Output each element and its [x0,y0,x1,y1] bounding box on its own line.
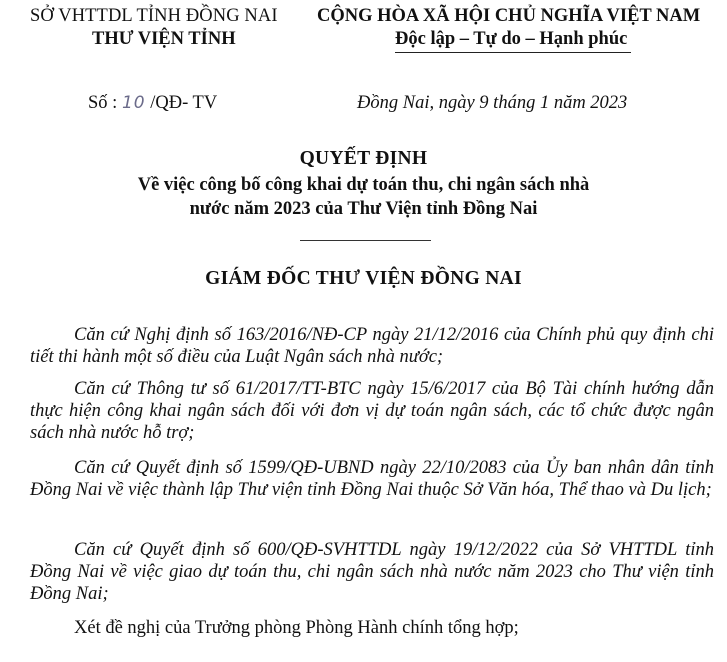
issuing-authority: GIÁM ĐỐC THƯ VIỆN ĐỒNG NAI [205,268,522,289]
number-suffix: /QĐ- TV [150,93,218,113]
number-value: 10 [121,93,146,113]
agency-unit: THƯ VIỆN TỈNH [92,29,236,49]
proposal-line: Xét đề nghị của Trưởng phòng Phòng Hành chính tổng hợp; [74,618,519,638]
legal-ground-1: Căn cứ Nghị định số 163/2016/NĐ-CP ngày 21/12/2016 của Chính phủ quy định chi tiết thi hành một số điều của Luật Ngân sách nhà nước; [30,325,714,367]
title-divider [300,240,431,241]
decision-subject-line-1: Về việc công bố công khai dự toán thu, chi ngân sách nhà [137,175,590,195]
number-prefix: Số : [88,93,118,113]
national-title: CỘNG HÒA XÃ HỘI CHỦ NGHĨA VIỆT NAM [317,6,701,26]
legal-ground-3: Căn cứ Quyết định số 1599/QĐ-UBND ngày 22/10/2083 của Ủy ban nhân dân tỉnh Đồng Nai về việc thành lập Thư viện tỉnh Đồng Nai thuộc Sở Văn hóa, Thể thao và Du lịch; [30,458,714,500]
document-number [88,93,217,114]
decision-subject-line-2: nước năm 2023 của Thư Viện tỉnh Đồng Nai [189,199,538,219]
national-motto: Độc lập – Tự do – Hạnh phúc [395,29,628,49]
document-date: Đồng Nai, ngày 9 tháng 1 năm 2023 [357,93,628,113]
motto-underline [395,52,631,53]
decision-title: QUYẾT ĐỊNH [299,148,428,169]
legal-ground-4: Căn cứ Quyết định số 600/QĐ-SVHTTDL ngày 19/12/2022 của Sở VHTTDL tỉnh Đồng Nai về việc giao dự toán thu, chi ngân sách nhà nước năm 2023 cho Thư viện tỉnh Đồng Nai; [30,540,714,604]
legal-ground-2: Căn cứ Thông tư số 61/2017/TT-BTC ngày 15/6/2017 của Bộ Tài chính hướng dẫn thực hiện công khai ngân sách đối với đơn vị dự toán ngân sách, các tổ chức được ngân sách nhà nước hỗ trợ; [30,379,714,443]
agency-name: SỞ VHTTDL TỈNH ĐỒNG NAI [30,6,278,26]
